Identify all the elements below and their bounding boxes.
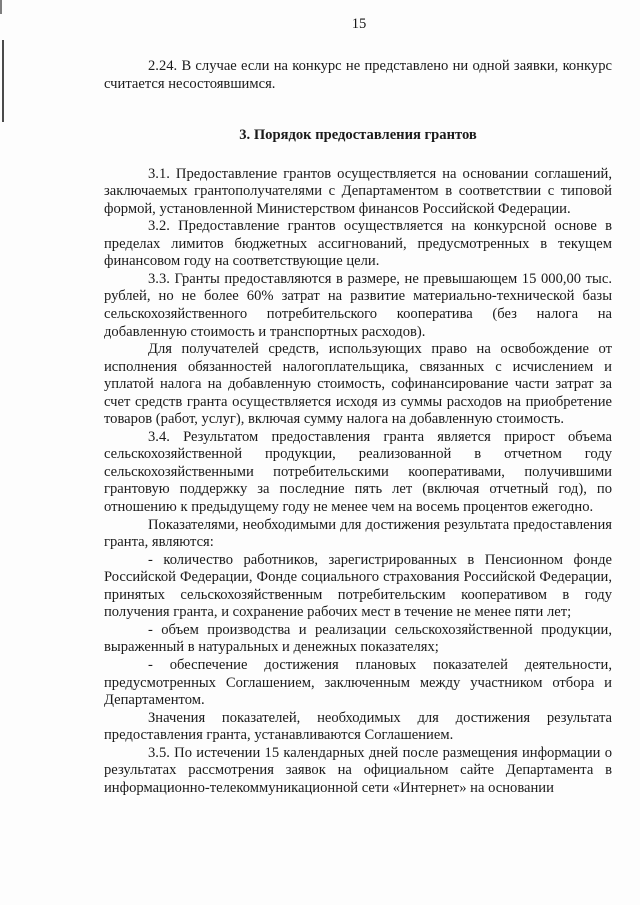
paragraph-3-4: 3.4. Результатом предоставления гранта является прирост объема сельскохозяйственной продукции, реализованной в отчетном году сельскохозяйственными потребительскими кооперативами, получившими грантовую поддержку за последние пять лет (включая отчетный год), по отношению к предыдущему году не менее чем на восемь процентов ежегодно.: [104, 428, 612, 516]
indicator-item-production: - объем производства и реализации сельскохозяйственной продукции, выраженный в натуральных и денежных показателях;: [104, 621, 612, 656]
paragraph-vat-exemption: Для получателей средств, использующих право на освобождение от исполнения обязанностей налогоплательщика, связанных с исчислением и уплатой налога на добавленную стоимость, софинансирование части затрат за счет средств гранта осуществляется исходя из суммы расходов на приобретение товаров (работ, услуг), включая сумму налога на добавленную стоимость.: [104, 341, 612, 428]
page-number: 15: [351, 16, 367, 32]
paragraph-3-1: 3.1. Предоставление грантов осуществляется на основании соглашений, заключаемых грантополучателями с Департаментом в соответствии с типовой формой, установленной Министерством финансов Российской Федерации.: [104, 165, 612, 217]
paragraph-indicators-intro: Показателями, необходимыми для достижения результата предоставления гранта, являются:: [104, 516, 612, 551]
paragraph-2-24: 2.24. В случае если на конкурс не представлено ни одной заявки, конкурс считается несостоявшимся.: [104, 58, 612, 92]
paragraph-3-5: 3.5. По истечении 15 календарных дней после размещения информации о результатах рассмотрения заявок на официальном сайте Департамента в информационно-телекоммуникационной сети «Интернет» на основании: [104, 744, 612, 796]
indicator-item-employees: - количество работников, зарегистрированных в Пенсионном фонде Российской Федерации, Фонде социального страхования Российской Федерации, принятых сельскохозяйственным потребительским кооперативом в году получения гранта, и сохранение рабочих мест в течение не менее пяти лет;: [104, 551, 612, 621]
paragraph-3-2: 3.2. Предоставление грантов осуществляется на конкурсной основе в пределах лимитов бюджетных ассигнований, предусмотренных в текущем финансовом году на соответствующие цели.: [104, 218, 612, 270]
paragraph-indicator-values: Значения показателей, необходимых для достижения результата предоставления гранта, устанавливаются Соглашением.: [104, 709, 612, 744]
indicator-item-plan: - обеспечение достижения плановых показателей деятельности, предусмотренных Соглашением, заключенным между участником отбора и Департаментом.: [104, 656, 612, 709]
page-body: [104, 58, 612, 797]
scan-margin-mark-top: [0, 0, 2, 14]
section-heading: 3. Порядок предоставления грантов: [239, 127, 477, 144]
scan-margin-mark: [2, 40, 4, 122]
paragraph-3-3: 3.3. Гранты предоставляются в размере, не превышающем 15 000,00 тыс. рублей, но не более 60% затрат на развитие материально-технической базы сельскохозяйственного потребительского кооператива (без налога на добавленную стоимость и транспортных расходов).: [104, 270, 612, 340]
